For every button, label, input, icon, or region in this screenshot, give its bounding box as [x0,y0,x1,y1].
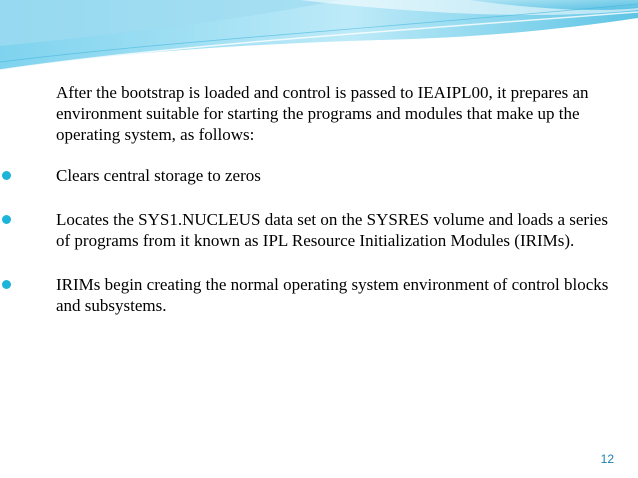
header-wave-decoration [0,0,638,80]
page-number: 12 [600,452,614,466]
bullet-text: Clears central storage to zeros [56,166,261,185]
bullet-dot-icon [2,215,11,224]
bullet-list [34,165,614,316]
bullet-item [34,165,614,186]
bullet-item [34,274,614,316]
bullet-dot-icon [2,171,11,180]
bullet-dot-icon [2,280,11,289]
bullet-item [34,209,614,251]
bullet-text: Locates the SYS1.NUCLEUS data set on the SYSRES volume and loads a series of programs from it known as IPL Resource Initialization Modules (IRIMs). [56,210,608,250]
bullet-text: IRIMs begin creating the normal operating system environment of control blocks and subsystems. [56,275,609,315]
intro-paragraph: After the bootstrap is loaded and control is passed to IEAIPL00, it prepares an environment suitable for starting the programs and modules that make up the operating system, as follows: [56,83,589,144]
slide-body [34,82,614,316]
